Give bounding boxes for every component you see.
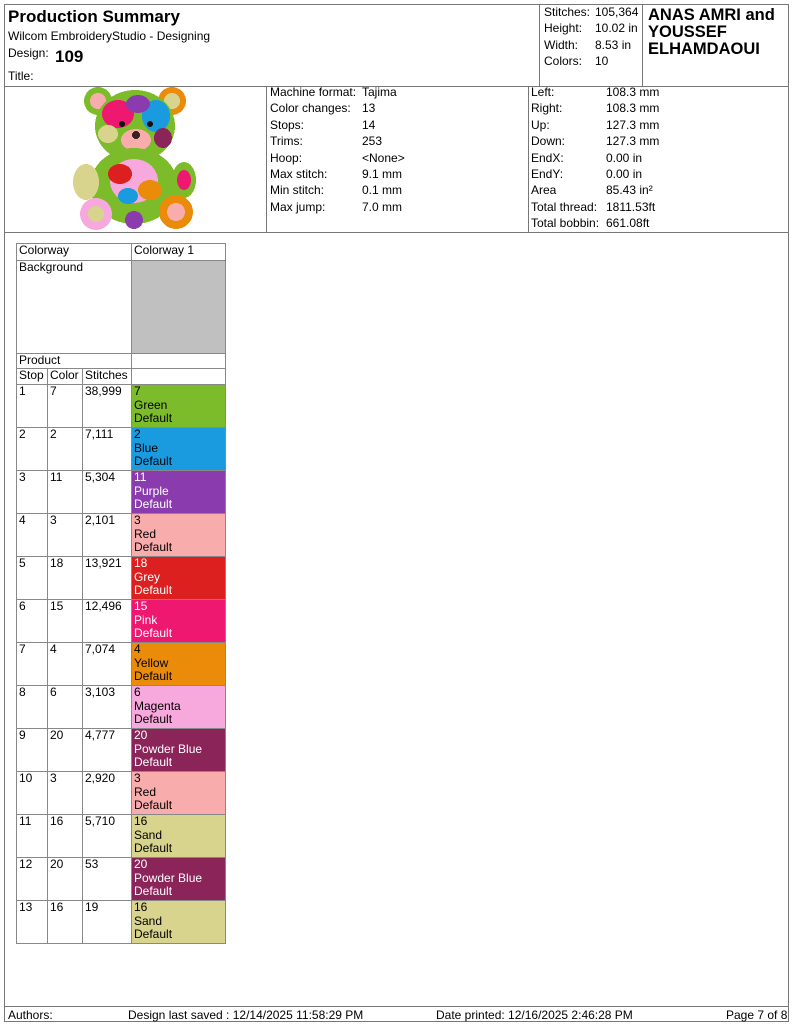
stop-row [17, 428, 226, 471]
summary-label: Width: [544, 37, 579, 52]
thread-swatch [132, 815, 226, 858]
stop-row [17, 557, 226, 600]
machine-value: 9.1 mm [362, 166, 403, 181]
thread-swatch [132, 428, 226, 471]
extents-value: 108.3 mm [606, 101, 660, 116]
colorway-header: Colorway [17, 244, 132, 261]
summary-value: 10 [595, 54, 609, 69]
summary-value: 105,364 [595, 5, 639, 19]
thread-code: 4 [134, 642, 141, 656]
stop-color: 15 [48, 600, 83, 643]
stop-row [17, 815, 226, 858]
machine-row [270, 199, 403, 215]
machine-value: 0.1 mm [362, 183, 403, 198]
extents-label: Total bobbin: [531, 216, 600, 231]
thread-swatch [132, 686, 226, 729]
summary-row [544, 4, 639, 20]
background-row [17, 261, 226, 354]
thread-code: 3 [134, 771, 141, 785]
thread-swatch [132, 557, 226, 600]
thread-code: 3 [134, 513, 141, 527]
machine-label: Max stitch: [270, 166, 328, 181]
machine-row [270, 166, 403, 182]
machine-value: Tajima [362, 85, 397, 99]
thread-code: 11 [134, 470, 147, 484]
stop-row [17, 729, 226, 772]
thread-swatch [132, 729, 226, 772]
thread-name: Blue [134, 440, 159, 455]
extents-value: 108.3 mm [606, 85, 660, 99]
thread-code: 18 [134, 556, 148, 570]
thread-code: 16 [134, 900, 148, 914]
extents-row [531, 150, 643, 166]
machine-value: <None> [362, 150, 405, 165]
thread-note: Default [134, 454, 173, 468]
stop-color: 6 [48, 686, 83, 729]
stop-stop: 9 [17, 729, 48, 772]
extents-value: 127.3 mm [606, 134, 660, 149]
thread-name: Grey [134, 569, 161, 584]
extents-value: 661.08ft [606, 216, 650, 231]
stop-stitches: 2,101 [83, 514, 132, 557]
colorway-header-row [17, 244, 226, 261]
thread-swatch [132, 858, 226, 901]
stop-row [17, 686, 226, 729]
summary-label: Stitches: [544, 5, 591, 19]
thread-note: Default [134, 927, 173, 941]
extents-row [531, 215, 650, 231]
stop-stop: 5 [17, 557, 48, 600]
extents-row [531, 100, 660, 116]
extents-row [531, 133, 660, 149]
footer-authors: Authors: [8, 1008, 53, 1022]
stop-stitches: 4,777 [83, 729, 132, 772]
thread-swatch [132, 600, 226, 643]
stop-stop: 2 [17, 428, 48, 471]
stop-color: 3 [48, 514, 83, 557]
thread-name: Powder Blue [134, 870, 203, 885]
author-names [648, 7, 775, 58]
stop-stop: 11 [17, 815, 48, 858]
col-stop-header: Stop [17, 369, 48, 385]
thread-name: Red [134, 784, 157, 799]
stop-color: 18 [48, 557, 83, 600]
colorway-name: Colorway 1 [132, 244, 226, 261]
thread-note: Default [134, 884, 173, 898]
thread-note: Default [134, 540, 173, 554]
stop-row [17, 471, 226, 514]
stop-stop: 4 [17, 514, 48, 557]
colorway-table [16, 243, 226, 944]
col-stitches-header: Stitches [83, 369, 132, 385]
extents-panel [531, 84, 660, 232]
machine-value: 13 [362, 101, 376, 116]
product-swatch [132, 354, 226, 369]
footer-date-printed: Date printed: 12/16/2025 2:46:28 PM [436, 1008, 633, 1022]
background-swatch [132, 261, 226, 354]
stop-stitches: 38,999 [83, 385, 132, 428]
extents-row [531, 117, 660, 133]
stop-row [17, 643, 226, 686]
design-preview-image [68, 86, 198, 232]
stop-stitches: 12,496 [83, 600, 132, 643]
thread-swatch [132, 385, 226, 428]
machine-row [270, 150, 405, 166]
design-label: Design: [8, 46, 49, 60]
thread-name: Yellow [134, 655, 169, 670]
stop-row [17, 385, 226, 428]
machine-label: Trims: [270, 134, 303, 149]
extents-label: Total thread: [531, 199, 598, 214]
machine-row [270, 117, 376, 133]
machine-label: Hoop: [270, 150, 303, 165]
footer-page-number: Page 7 of 8 [726, 1008, 788, 1022]
thread-code: 20 [134, 857, 148, 871]
extents-label: Area [531, 183, 557, 198]
stop-color: 4 [48, 643, 83, 686]
extents-label: Left: [531, 85, 555, 99]
summary-value: 8.53 in [595, 37, 632, 52]
extents-label: EndY: [531, 166, 564, 181]
stop-stitches: 5,304 [83, 471, 132, 514]
thread-name: Sand [134, 913, 163, 928]
thread-note: Default [134, 497, 173, 511]
machine-row [270, 100, 376, 116]
thread-code: 20 [134, 728, 148, 742]
summary-label: Colors: [544, 54, 583, 69]
thread-code: 2 [134, 427, 141, 441]
machine-value: 253 [362, 134, 383, 149]
summary-value: 10.02 in [595, 21, 638, 36]
stop-row [17, 600, 226, 643]
thread-code: 7 [134, 384, 141, 398]
extents-value: 85.43 in² [606, 183, 653, 198]
author-line: ELHAMDAOUI [648, 40, 760, 58]
stop-stop: 12 [17, 858, 48, 901]
extents-row [531, 166, 643, 182]
extents-value: 1811.53ft [606, 199, 656, 214]
extents-row [531, 182, 653, 198]
machine-row [270, 84, 397, 100]
thread-swatch [132, 514, 226, 557]
machine-label: Min stitch: [270, 183, 325, 198]
stop-stitches: 53 [83, 858, 132, 901]
thread-code: 15 [134, 599, 148, 613]
machine-label: Stops: [270, 117, 305, 132]
stop-color: 2 [48, 428, 83, 471]
stop-stop: 1 [17, 385, 48, 428]
col-swatch-header [132, 369, 226, 385]
stop-stop: 8 [17, 686, 48, 729]
thread-note: Default [134, 583, 173, 597]
background-label: Background [17, 261, 132, 354]
stop-color: 20 [48, 858, 83, 901]
stop-stitches: 7,111 [83, 428, 132, 471]
machine-value: 7.0 mm [362, 199, 403, 214]
thread-name: Powder Blue [134, 741, 203, 756]
stop-stop: 6 [17, 600, 48, 643]
footer-last-saved: Design last saved : 12/14/2025 11:58:29 PM [128, 1008, 364, 1022]
thread-name: Sand [134, 827, 163, 842]
stop-stop: 10 [17, 772, 48, 815]
thread-swatch [132, 471, 226, 514]
extents-value: 127.3 mm [606, 117, 660, 132]
thread-name: Magenta [134, 698, 181, 713]
col-color-header: Color [48, 369, 83, 385]
product-label: Product [17, 354, 132, 369]
thread-note: Default [134, 411, 173, 425]
machine-label: Max jump: [270, 199, 326, 214]
machine-panel [270, 84, 405, 215]
extents-value: 0.00 in [606, 150, 643, 165]
stop-stitches: 19 [83, 901, 132, 944]
extents-label: Up: [531, 117, 550, 132]
extents-label: Right: [531, 101, 563, 116]
design-number: 109 [55, 47, 84, 66]
extents-row [531, 84, 660, 100]
machine-label: Machine format: [270, 85, 357, 99]
stop-color: 16 [48, 815, 83, 858]
thread-note: Default [134, 669, 173, 683]
stop-row [17, 514, 226, 557]
extents-value: 0.00 in [606, 166, 643, 181]
report-title: Production Summary [8, 7, 180, 26]
stop-stitches: 13,921 [83, 557, 132, 600]
summary-row [544, 53, 609, 69]
machine-value: 14 [362, 117, 376, 132]
summary-row [544, 37, 632, 53]
thread-code: 16 [134, 814, 148, 828]
thread-note: Default [134, 841, 173, 855]
extents-row [531, 199, 656, 215]
title-label: Title: [8, 69, 34, 83]
stop-stitches: 3,103 [83, 686, 132, 729]
author-line: ANAS AMRI and [648, 6, 775, 24]
thread-name: Green [134, 397, 168, 412]
stop-stop: 13 [17, 901, 48, 944]
thread-name: Pink [134, 612, 158, 627]
stop-row [17, 858, 226, 901]
software-name: Wilcom EmbroideryStudio - Designing [8, 29, 211, 43]
stop-color: 16 [48, 901, 83, 944]
extents-label: EndX: [531, 150, 564, 165]
stop-row [17, 901, 226, 944]
thread-swatch [132, 901, 226, 944]
thread-note: Default [134, 755, 173, 769]
stop-row [17, 772, 226, 815]
stop-color: 20 [48, 729, 83, 772]
stop-color: 7 [48, 385, 83, 428]
thread-swatch [132, 643, 226, 686]
column-header-row [17, 369, 226, 385]
summary-panel [544, 4, 639, 70]
author-line: YOUSSEF [648, 23, 727, 41]
machine-row [270, 182, 403, 198]
thread-note: Default [134, 626, 173, 640]
stop-color: 11 [48, 471, 83, 514]
extents-label: Down: [531, 134, 566, 149]
stop-stitches: 5,710 [83, 815, 132, 858]
thread-code: 6 [134, 685, 141, 699]
thread-note: Default [134, 798, 173, 812]
thread-note: Default [134, 712, 173, 726]
stop-stop: 3 [17, 471, 48, 514]
stop-stop: 7 [17, 643, 48, 686]
thread-name: Red [134, 526, 157, 541]
machine-row [270, 133, 383, 149]
summary-row [544, 20, 638, 36]
stop-stitches: 2,920 [83, 772, 132, 815]
thread-name: Purple [134, 483, 169, 498]
product-row [17, 354, 226, 369]
thread-swatch [132, 772, 226, 815]
summary-label: Height: [544, 21, 583, 36]
stop-color: 3 [48, 772, 83, 815]
stop-stitches: 7,074 [83, 643, 132, 686]
machine-label: Color changes: [270, 101, 351, 116]
